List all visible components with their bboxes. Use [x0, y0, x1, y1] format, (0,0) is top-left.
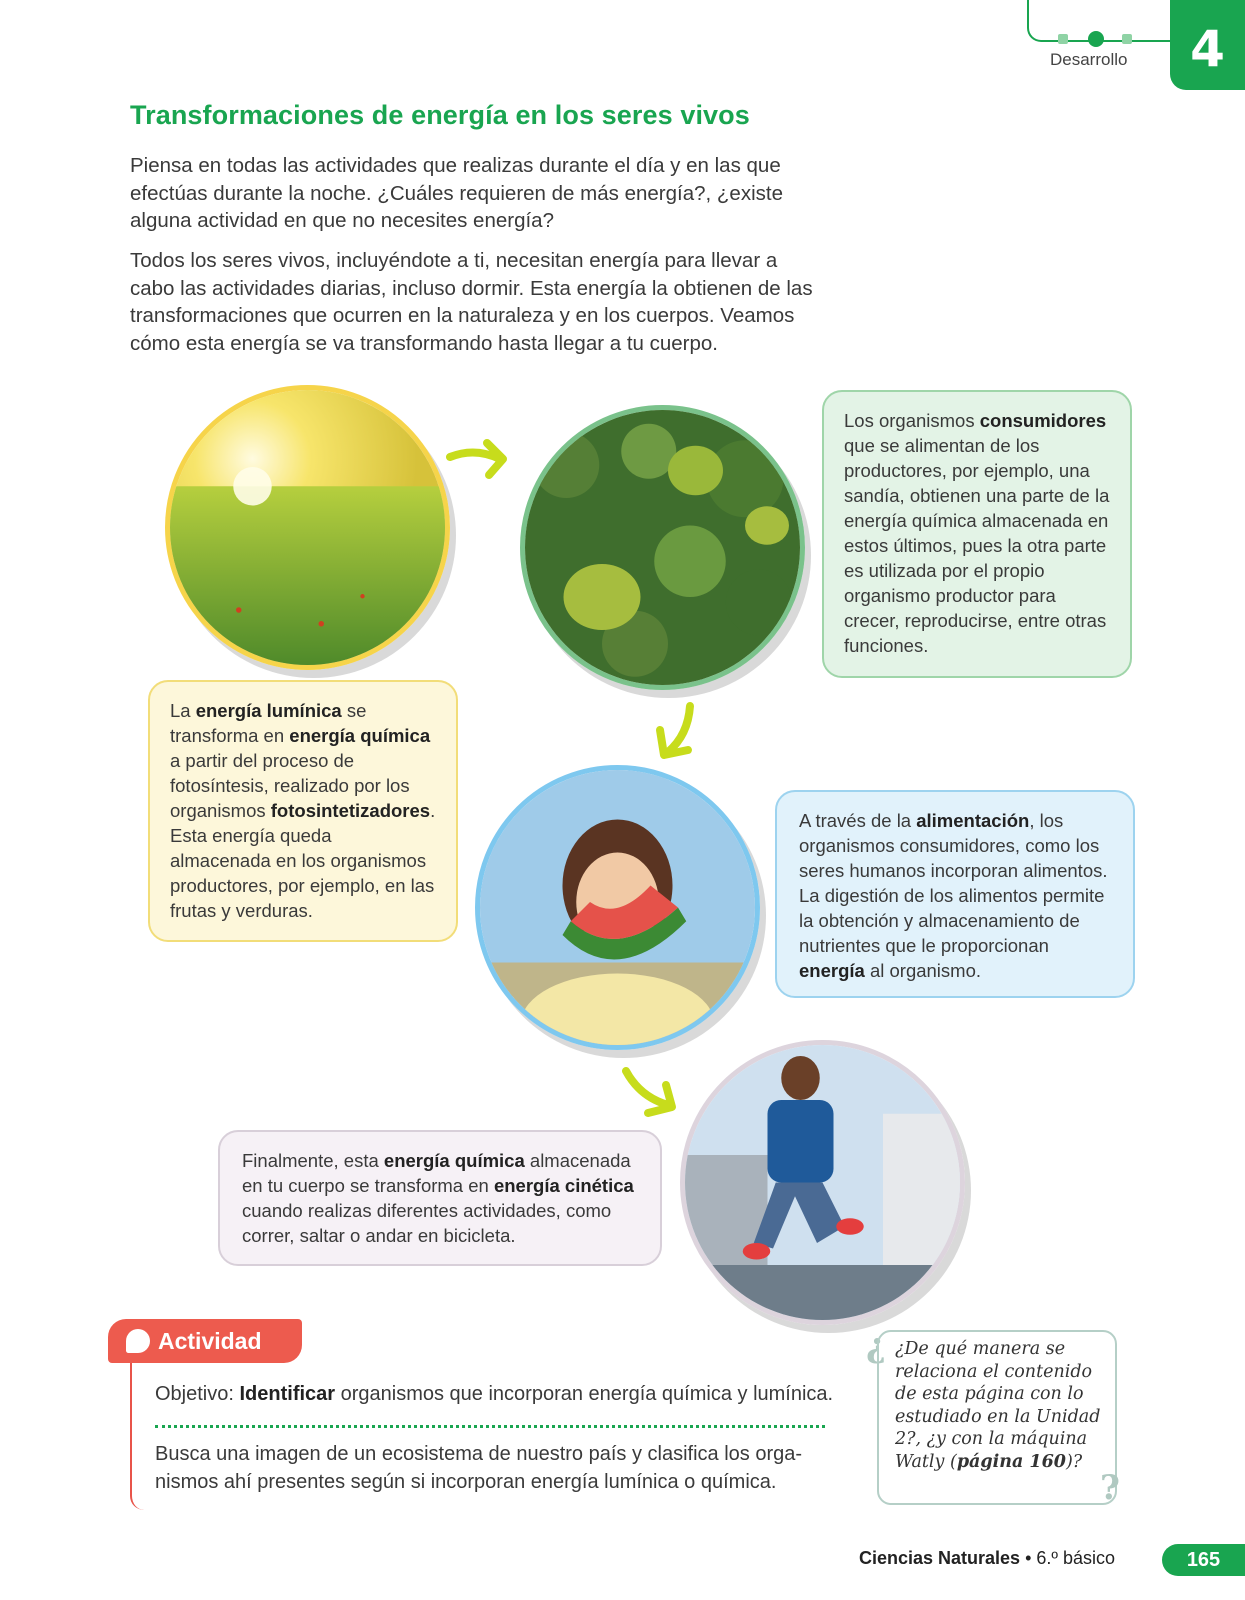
footer-separator: •	[1020, 1548, 1037, 1568]
box-bold-term: alimentación	[916, 810, 1030, 831]
page-number: 165	[1162, 1544, 1245, 1576]
flow-arrow-icon	[650, 700, 710, 765]
reflection-question-box	[877, 1330, 1117, 1505]
intro-paragraph-2: Todos los seres vivos, incluyéndote a ti, necesitan energía para llevar a cabo las actividades diarias, incluso dormir. Esta energía la obtienen de las transformaciones que ocurren en la naturaleza y en los cuerpos. Veamos cómo esta energía se va transformando hasta llegar a tu cuerpo.	[130, 249, 813, 355]
footer-subject: Ciencias Naturales	[858, 1548, 1021, 1568]
box-text: que se alimentan de los productores, por ejemplo, una sandía, obtienen una parte de la energía química almacenada en estos últimos, pues la otra parte es utilizada por el propio organismo productor para crecer, reproducirse, entre otras funciones.	[844, 435, 1110, 656]
header-dot-active	[1088, 31, 1104, 47]
reflection-text: ¿De qué manera se relaciona el contenido de esta página con lo estudiado en la Unidad 2?, ¿y con la máquina Watly (	[895, 1339, 1101, 1472]
header-dot	[1058, 34, 1068, 44]
intro-paragraph-1: Piensa en todas las actividades que realizas durante el día y en las que efectúas durante la noche. ¿Cuáles requieren de más energía?, ¿existe alguna actividad en que no necesites energía?	[130, 154, 783, 232]
box-text: cuando realizas diferentes actividades, como correr, saltar o andar en bicicleta.	[242, 1200, 612, 1246]
light-energy-info-box	[148, 680, 458, 942]
box-text: almacenada en tu cuerpo se transforma en	[242, 1150, 631, 1196]
box-bold-term: consumidores	[979, 410, 1107, 431]
box-text: . Esta energía queda almacenada en los organismos productores, por ejemplo, en las frutas y verduras.	[170, 800, 436, 921]
box-text: Los organismos	[844, 410, 980, 431]
box-bold-term: energía química	[289, 725, 431, 746]
box-bold-term: energía lumínica	[195, 700, 342, 721]
box-text: , los organismos consumidores, como los seres humanos incorporan alimentos. La digestión de los alimentos permite la obtención y almacenamiento de nutrientes que le proporcionan	[799, 810, 1108, 956]
objective-label: Objetivo:	[155, 1383, 240, 1405]
reflection-page-ref: página 160	[956, 1451, 1066, 1472]
objective-text: organismos que incorporan energía química y lumínica.	[335, 1383, 834, 1405]
girl-eating-watermelon-image	[475, 765, 760, 1050]
box-text: Finalmente, esta	[242, 1150, 384, 1171]
box-text: al organismo.	[864, 960, 982, 981]
box-text: La	[170, 700, 196, 721]
section-label: Desarrollo	[1050, 50, 1128, 69]
footer-course	[859, 1548, 1115, 1569]
box-bold-term: fotosintetizadores	[270, 800, 431, 821]
consumers-info-box	[822, 390, 1132, 678]
activity-tab-label: Actividad	[158, 1327, 262, 1354]
footer-grade: 6.º básico	[1036, 1548, 1115, 1568]
sunny-meadow-image	[165, 385, 450, 670]
flow-arrow-icon	[445, 435, 515, 485]
reflection-text: )?	[1065, 1451, 1083, 1472]
box-text: a partir del proceso de fotosíntesis, realizado por los organismos	[170, 750, 410, 821]
header-dot	[1122, 34, 1132, 44]
box-text: A través de la	[799, 810, 917, 831]
box-bold-term: energía química	[383, 1150, 525, 1171]
flow-arrow-icon	[620, 1065, 685, 1120]
unit-number-tab: 4	[1170, 0, 1245, 90]
activity-objective	[155, 1383, 833, 1406]
activity-tab	[108, 1319, 302, 1363]
box-bold-term: energía	[799, 960, 865, 981]
dotted-divider	[155, 1425, 825, 1428]
speech-bubble-icon	[126, 1329, 150, 1353]
box-bold-term: energía cinética	[493, 1175, 634, 1196]
question-mark-open-icon: ¿	[866, 1326, 886, 1366]
kinetic-energy-info-box	[218, 1130, 662, 1266]
feeding-info-box	[775, 790, 1135, 998]
watermelon-plants-image	[520, 405, 805, 690]
objective-verb: Identificar	[239, 1383, 336, 1405]
activity-task: Busca una imagen de un ecosistema de nuestro país y clasifica los organismos ahí presentes según si incorporan energía lumínica o química.	[155, 1443, 803, 1493]
boy-jumping-image	[680, 1040, 965, 1325]
box-text: se transforma en	[170, 700, 367, 746]
question-mark-close-icon: ?	[1100, 1468, 1120, 1508]
page-title: Transformaciones de energía en los seres vivos	[130, 100, 750, 130]
